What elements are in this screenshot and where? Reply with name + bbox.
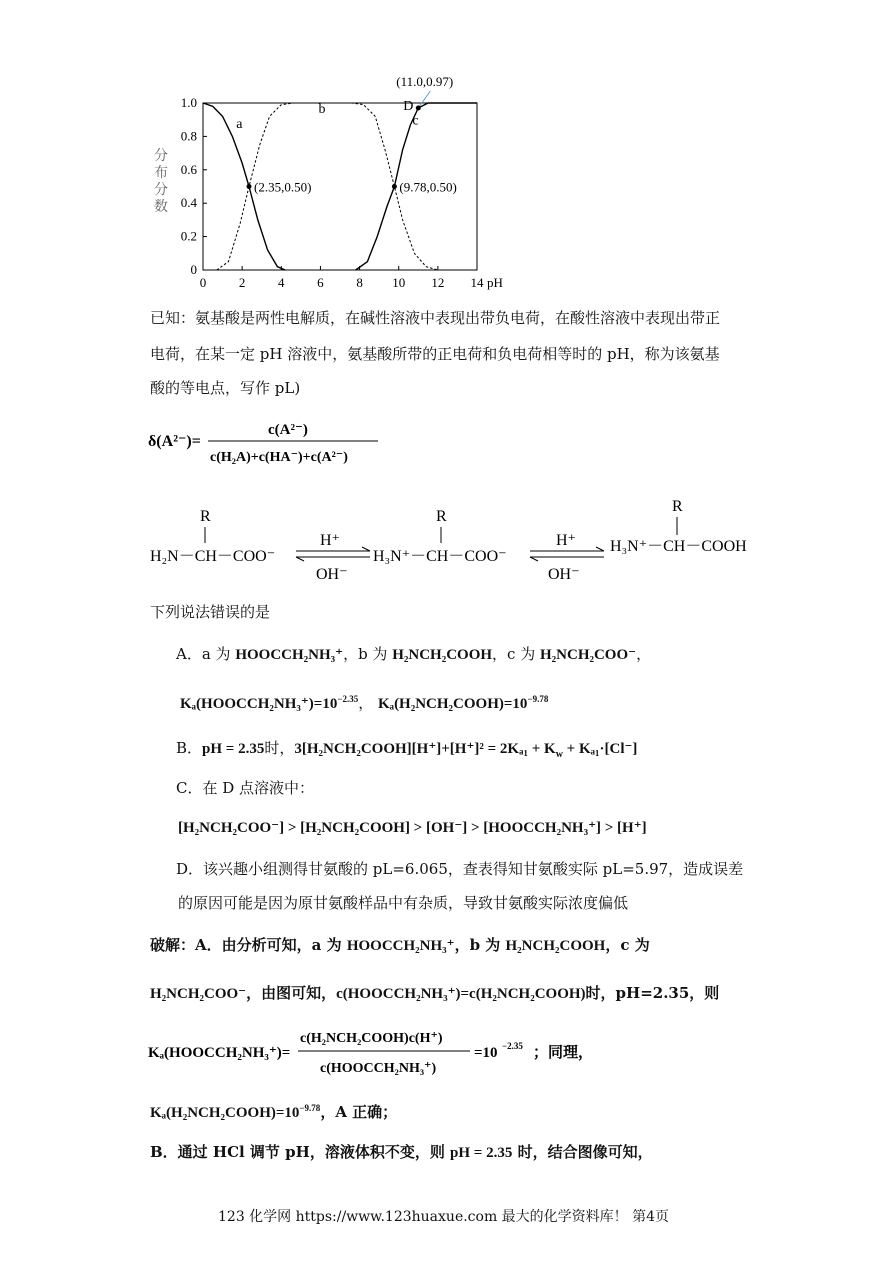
svg-text:−2.35: −2.35 xyxy=(502,1041,523,1051)
x-tick-label: 0 xyxy=(199,275,207,290)
known-line-3: 酸的等电点，写作 pL) xyxy=(150,379,301,397)
svg-text:c(HOOCCH₂NH₃⁺): c(HOOCCH₂NH₃⁺) xyxy=(320,1061,437,1076)
svg-text:OH⁻: OH⁻ xyxy=(316,566,348,583)
svg-text:H₃N⁺－CH－COOH: H₃N⁺－CH－COOH xyxy=(610,538,747,555)
svg-text:c(H₂NCH₂COOH)c(H⁺): c(H₂NCH₂COOH)c(H⁺) xyxy=(300,1031,443,1046)
annotation-label: (11.0,0.97) xyxy=(396,74,454,89)
svg-text:c(H₂A)+c(HA⁻)+c(A²⁻): c(H₂A)+c(HA⁻)+c(A²⁻) xyxy=(210,450,348,465)
svg-text:OH⁻: OH⁻ xyxy=(548,566,580,583)
intersection-point xyxy=(246,184,251,189)
svg-text:R: R xyxy=(672,498,683,515)
svg-text:H⁺: H⁺ xyxy=(556,532,576,549)
svg-text:=10: =10 xyxy=(474,1045,498,1061)
svg-text:H⁺: H⁺ xyxy=(320,532,340,549)
solution-line-3: $K_a(H_2NCH_2COOH)=10^{-9.78}$，A 正确； xyxy=(150,1103,398,1121)
option-b: B．pH = 2.35时，3[H₂NCH₂COOH][H⁺]+[H⁺]² = $2K_{a1} + K_w + K_{a1}\cdot[Cl^-]$ xyxy=(176,739,638,760)
series-label-a: a xyxy=(236,117,243,133)
delta-formula xyxy=(148,414,388,470)
x-tick-label: 14 xyxy=(470,275,484,290)
svg-text:；同理，: ；同理， xyxy=(533,1045,594,1061)
solution-line-2: H₂NCH₂COO⁻，由图可知，c(HOOCCH₂NH₃⁺)=c(H₂NCH₂COOH)时，pH=2.35，则 xyxy=(150,984,720,1002)
page-footer: 123 化学网 https://www.123huaxue.com 最大的化学资料库！ 第4页 xyxy=(218,1209,670,1225)
solution-ka-formula xyxy=(148,1022,628,1082)
y-tick-label: 0.8 xyxy=(180,128,197,144)
y-tick-label: 0 xyxy=(190,262,197,277)
x-tick-label: 2 xyxy=(238,275,246,290)
annotation-label: (9.78,0.50) xyxy=(399,179,457,195)
x-tick-label: 8 xyxy=(356,275,363,290)
series-label-b: b xyxy=(318,102,326,118)
svg-text:c(A²⁻): c(A²⁻) xyxy=(268,422,308,438)
x-tick-label: 10 xyxy=(392,275,406,290)
y-axis-label-char: 分 xyxy=(154,149,168,164)
option-a-line-1: A．a 为 HOOCCH₂NH₃⁺，b 为 H₂NCH₂COOH，c 为 H₂NCH₂COO⁻， xyxy=(176,645,652,663)
option-d-line-2: 的原因可能是因为原甘氨酸样品中有杂质，导致甘氨酸实际浓度偏低 xyxy=(178,894,629,912)
svg-text:δ(A²⁻)=: δ(A²⁻)= xyxy=(148,433,201,450)
x-axis-label: pH xyxy=(487,275,503,290)
y-axis-label-char: 分 xyxy=(154,183,168,198)
distribution-chart xyxy=(140,70,520,300)
question-stem: 下列说法错误的是 xyxy=(150,603,271,621)
y-tick-label: 0.2 xyxy=(180,228,197,244)
option-a-line-2: $K_a(HOOCCH_2NH_3^+)=10^{-2.35}$， $K_a(H_2NCH_2COOH)=10^{-9.78}$ xyxy=(180,694,549,712)
y-tick-label: 1.0 xyxy=(180,95,197,110)
known-line-2: 电荷，在某一定 pH 溶液中，氨基酸所带的正电荷和负电荷相等时的 pH，称为该氨基 xyxy=(150,345,720,363)
equilibrium-scheme xyxy=(148,495,778,590)
y-tick-label: 0.6 xyxy=(180,161,197,177)
known-line-1: 已知：氨基酸是两性电解质，在碱性溶液中表现出带负电荷，在酸性溶液中表现出带正 xyxy=(150,309,721,327)
svg-text:Kₐ(HOOCCH₂NH₃⁺)=: Kₐ(HOOCCH₂NH₃⁺)= xyxy=(148,1045,291,1061)
solution-line-4: B．通过 HCl 调节 pH，溶液体积不变，则 pH = 2.35 时，结合图像可知， xyxy=(150,1143,653,1161)
option-c: C．在 D 点溶液中： xyxy=(176,779,315,797)
option-d-line-1: D．该兴趣小组测得甘氨酸的 pL=6.065，查表得知甘氨酸实际 pL=5.97，造成误差 xyxy=(176,860,744,878)
svg-text:H₂N－CH－COO⁻: H₂N－CH－COO⁻ xyxy=(150,548,276,565)
series-label-c: c xyxy=(412,113,419,129)
x-tick-label: 6 xyxy=(317,275,324,290)
solution-line-1: 破解：A．由分析可知，a 为 HOOCCH₂NH₃⁺，b 为 H₂NCH₂COOH，c 为 xyxy=(150,936,650,954)
point-d xyxy=(416,106,421,111)
annotation-label: (2.35,0.50) xyxy=(253,179,312,195)
svg-text:H₃N⁺－CH－COO⁻: H₃N⁺－CH－COO⁻ xyxy=(373,548,507,565)
intersection-point xyxy=(392,184,397,189)
y-tick-label: 0.4 xyxy=(180,195,197,211)
y-axis-label-char: 数 xyxy=(154,200,168,215)
x-tick-label: 12 xyxy=(431,275,445,290)
svg-text:R: R xyxy=(200,508,211,525)
point-d-label: D xyxy=(403,99,414,115)
option-c-formula: [H₂NCH₂COO⁻] > [H₂NCH₂COOH] > [OH⁻] > [HOOCCH₂NH₃⁺] > [H⁺] xyxy=(178,820,647,836)
x-tick-label: 4 xyxy=(278,275,285,290)
y-axis-label-char: 布 xyxy=(154,166,168,181)
svg-text:R: R xyxy=(436,508,447,525)
